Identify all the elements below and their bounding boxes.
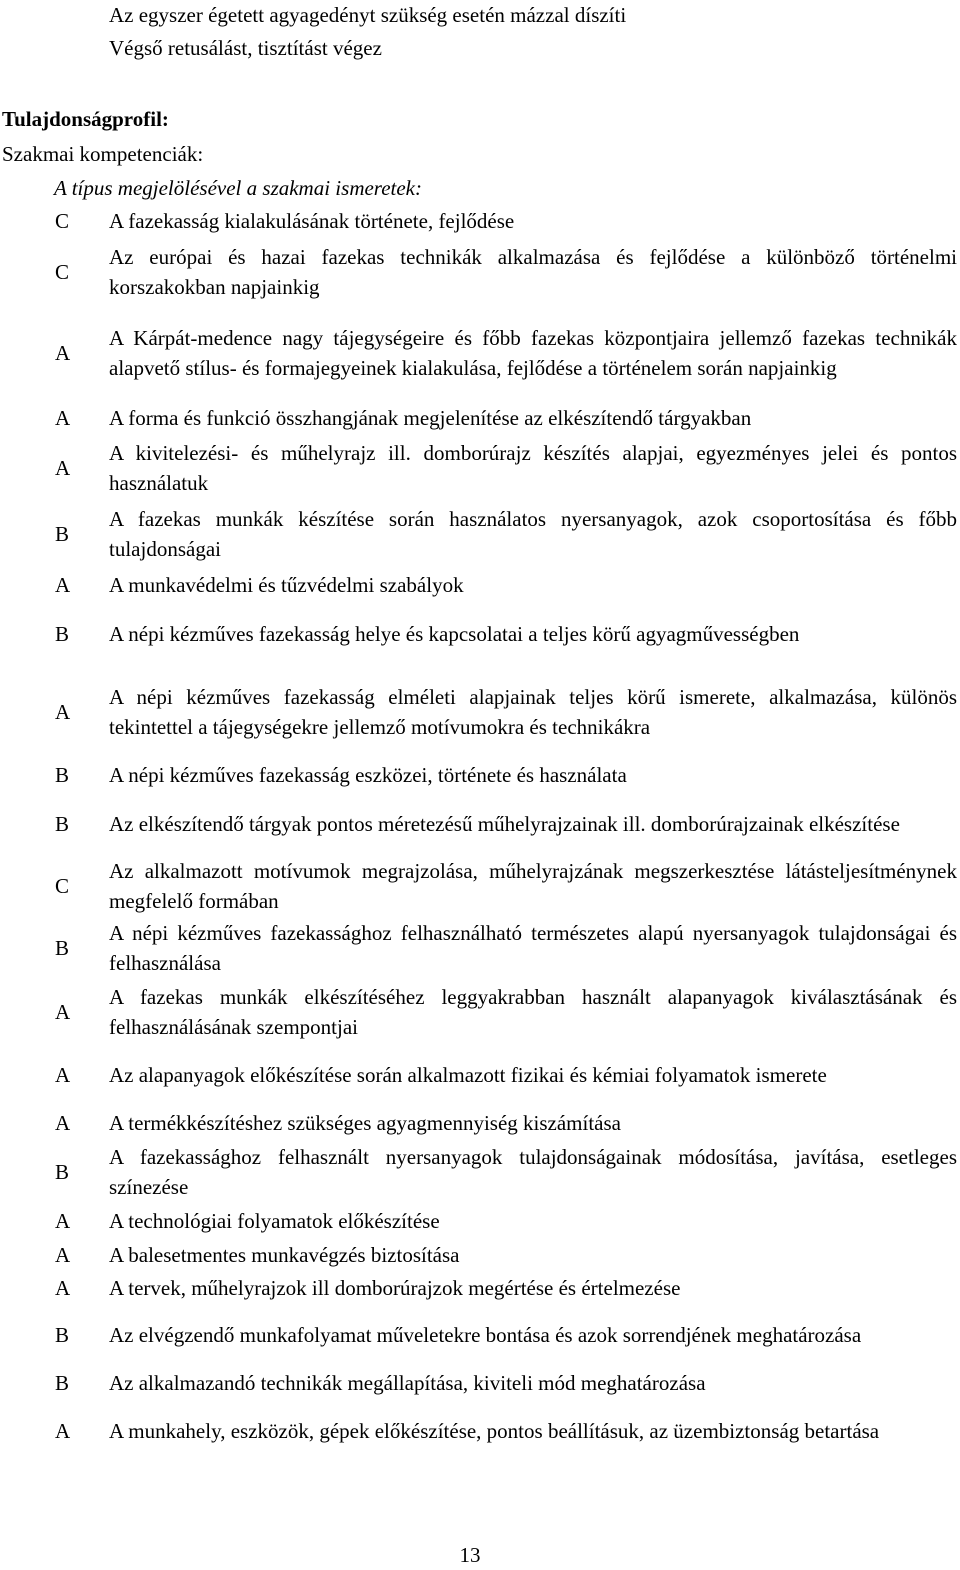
item-text: A népi kézműves fazekasság elméleti alapjainak teljes körű ismerete, alkalmazása, különös tekintettel a tájegységekre jellemző motívumokra és technikákra <box>109 685 957 739</box>
item-grade: A <box>55 1000 71 1024</box>
item-grade: A <box>55 1063 71 1087</box>
list-item <box>0 666 960 758</box>
item-text: Az alkalmazandó technikák megállapítása, kiviteli mód meghatározása <box>109 1371 706 1395</box>
list-item <box>0 1272 960 1304</box>
item-text: A munkavédelmi és tűzvédelmi szabályok <box>109 573 464 597</box>
list-item <box>0 500 960 568</box>
list-item <box>0 1140 960 1204</box>
item-grade: A <box>55 1243 71 1267</box>
item-text: Az elkészítendő tárgyak pontos méretezésű műhelyrajzainak ill. domborúrajzainak elkészítése <box>109 812 900 836</box>
list-item <box>0 306 960 400</box>
list-item <box>0 1238 960 1272</box>
item-grade: A <box>55 1209 71 1233</box>
item-grade: B <box>55 936 70 960</box>
item-grade: B <box>55 1323 70 1347</box>
item-grade: B <box>55 622 70 646</box>
list-item <box>0 1400 960 1462</box>
list-item <box>0 792 960 856</box>
item-text: A munkahely, eszközök, gépek előkészítése, pontos beállításuk, az üzembiztonság betartása <box>109 1419 880 1443</box>
list-item <box>0 916 960 980</box>
list-item <box>0 602 960 666</box>
list-item <box>0 1106 960 1140</box>
list-item <box>0 400 960 436</box>
item-text: A népi kézműves fazekassághoz felhasználható természetes alapú nyersanyagok tulajdonságai és felhasználása <box>109 921 957 975</box>
profile-title: Tulajdonságprofil: <box>2 107 169 131</box>
knowledge-heading: A típus megjelölésével a szakmai ismeretek: <box>54 176 422 200</box>
competence-title: Szakmai kompetenciák: <box>2 142 204 166</box>
item-grade: A <box>55 700 71 724</box>
list-item <box>0 436 960 500</box>
item-text: Az alkalmazott motívumok megrajzolása, műhelyrajzának megszerkesztése látásteljesítménynek megfelelő formában <box>109 859 957 913</box>
item-text: A népi kézműves fazekasság helye és kapcsolatai a teljes körű agyagművességben <box>109 622 800 646</box>
list-item <box>0 1304 960 1366</box>
list-item <box>0 204 960 238</box>
list-item <box>0 238 960 306</box>
item-text: A kivitelezési- és műhelyrajz ill. domborúrajz készítés alapjai, egyezményes jelei és pontos használatuk <box>109 441 957 495</box>
item-grade: B <box>55 812 70 836</box>
item-grade: B <box>55 1160 70 1184</box>
item-text: A fazekas munkák készítése során használatos nyersanyagok, azok csoportosítása és főbb tulajdonságai <box>109 507 957 561</box>
item-text: A Kárpát-medence nagy tájegységeire és főbb fazekas központjaira jellemző fazekas technikák alapvető stílus- és formajegyeinek kialakulása, fejlődése a történelem során napjainkig <box>109 326 957 380</box>
item-grade: A <box>55 406 71 430</box>
list-item <box>0 568 960 602</box>
item-grade: A <box>55 1276 71 1300</box>
intro-line-2: Végső retusálást, tisztítást végez <box>109 36 382 60</box>
item-grade: A <box>55 573 71 597</box>
item-text: Az elvégzendő munkafolyamat műveletekre bontása és azok sorrendjének meghatározása <box>109 1323 862 1347</box>
item-text: A tervek, műhelyrajzok ill domborúrajzok megértése és értelmezése <box>109 1276 681 1300</box>
item-text: A forma és funkció összhangjának megjelenítése az elkészítendő tárgyakban <box>109 406 752 430</box>
item-text: A fazekasság kialakulásának története, fejlődése <box>109 209 515 233</box>
list-item <box>0 1204 960 1238</box>
item-text: Az alapanyagok előkészítése során alkalmazott fizikai és kémiai folyamatok ismerete <box>109 1063 827 1087</box>
item-text: A technológiai folyamatok előkészítése <box>109 1209 440 1233</box>
item-grade: C <box>55 260 70 284</box>
competence-list <box>0 204 960 1462</box>
item-grade: B <box>55 763 70 787</box>
item-text: A fazekassághoz felhasznált nyersanyagok tulajdonságainak módosítása, javítása, esetleges színezése <box>109 1145 957 1199</box>
list-item <box>0 1044 960 1106</box>
item-grade: C <box>55 874 70 898</box>
intro-line-1: Az egyszer égetett agyagedényt szükség esetén mázzal díszíti <box>109 3 627 27</box>
item-grade: B <box>55 522 70 546</box>
item-text: A termékkészítéshez szükséges agyagmennyiség kiszámítása <box>109 1111 621 1135</box>
list-item <box>0 1366 960 1400</box>
item-grade: B <box>55 1371 70 1395</box>
item-grade: C <box>55 209 70 233</box>
list-item <box>0 856 960 916</box>
item-text: Az európai és hazai fazekas technikák alkalmazása és fejlődése a különböző történelmi korszakokban napjainkig <box>109 245 957 299</box>
item-text: A balesetmentes munkavégzés biztosítása <box>109 1243 460 1267</box>
item-text: A fazekas munkák elkészítéséhez leggyakrabban használt alapanyagok kiválasztásának és felhasználásának szempontjai <box>109 985 957 1039</box>
item-text: A népi kézműves fazekasság eszközei, története és használata <box>109 763 627 787</box>
list-item <box>0 758 960 792</box>
item-grade: A <box>55 341 71 365</box>
item-grade: A <box>55 456 71 480</box>
item-grade: A <box>55 1419 71 1443</box>
list-item <box>0 980 960 1044</box>
item-grade: A <box>55 1111 71 1135</box>
page-number: 13 <box>459 1543 481 1567</box>
